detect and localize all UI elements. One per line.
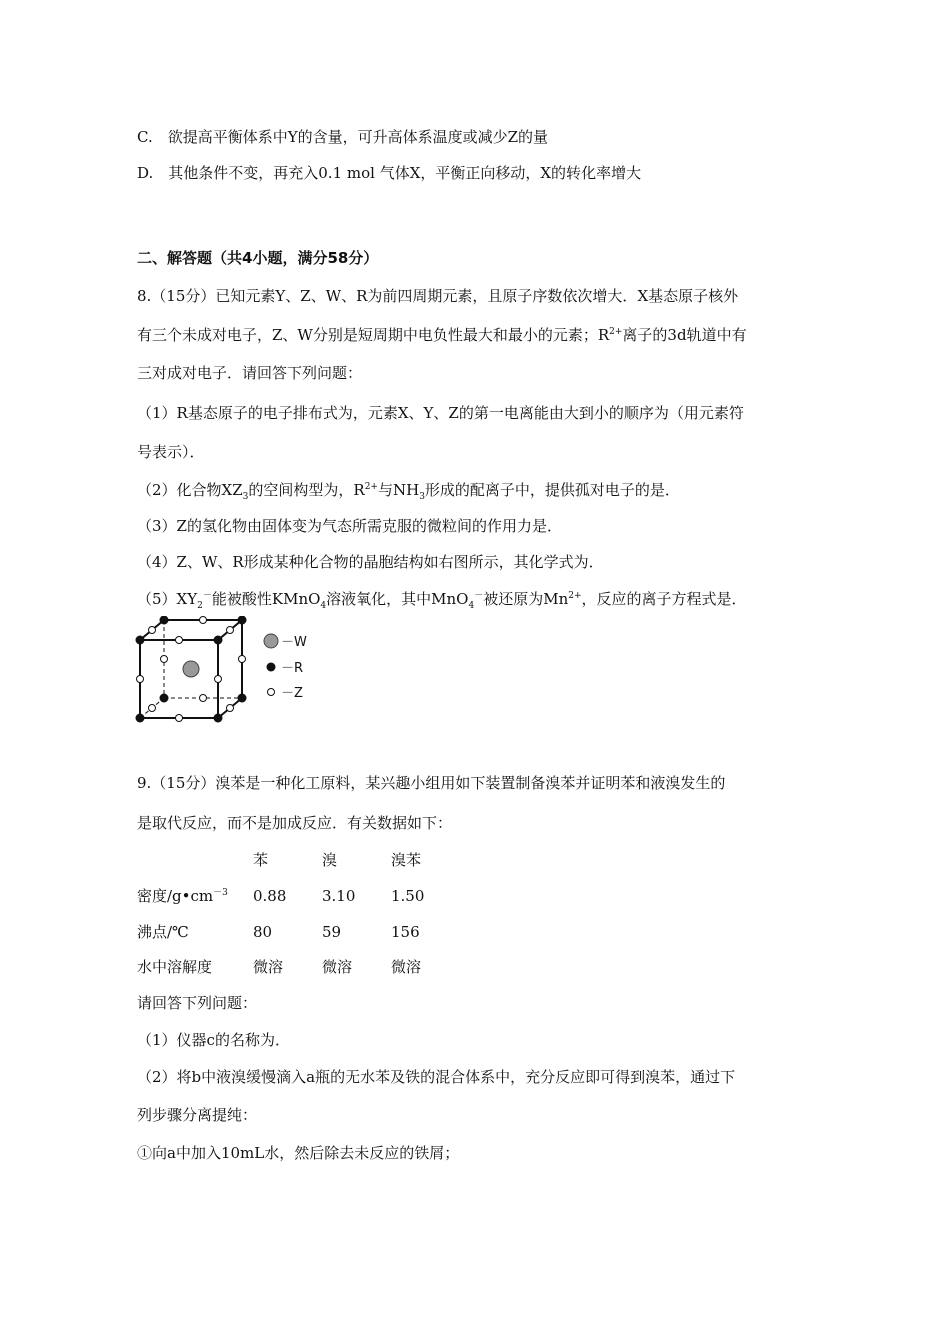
table-cell: 59 — [322, 923, 342, 941]
table-cell: 微溶 — [391, 958, 422, 976]
q8-sub-1a: （1）R基态原子的电子排布式为，元素X、Y、Z的第一电离能由大到小的顺序为（用元素符 — [137, 404, 744, 422]
q8-sub-3: （3）Z的氢化物由固体变为气态所需克服的微粒间的作用力是． — [137, 517, 562, 535]
table-row-label: 沸点/℃ — [137, 923, 189, 941]
legend-z: －Z — [281, 686, 303, 701]
q9-line-1: 9.（15分）溴苯是一种化工原料，某兴趣小组用如下装置制备溴苯并证明苯和液溴发生的 — [137, 774, 726, 792]
table-cell: 156 — [391, 923, 420, 941]
table-cell: 1.50 — [391, 887, 425, 905]
option-d: D. 其他条件不变，再充入0.1 mol 气体X，平衡正向移动，X的转化率增大 — [137, 164, 642, 182]
q8-line-1: 8.（15分）已知元素Y、Z、W、R为前四周期元素，且原子序数依次增大．X基态原子核外 — [137, 287, 739, 305]
q8-sub-1b: 号表示）． — [137, 443, 205, 461]
legend-r: －R — [281, 661, 304, 676]
q8-line-3: 三对成对电子．请回答下列问题： — [137, 364, 363, 382]
crystal-cell-diagram — [130, 616, 330, 728]
table-header: 溴 — [322, 851, 338, 869]
q8-sub-5: $(5)XY_2^-$能被酸性KMnO$_4$溶液氧化，其中MnO$_4$－被还原为$Mn^{2+}$，反应的离子方程式是． — [137, 590, 747, 611]
q9-prompt: 请回答下列问题： — [137, 994, 258, 1012]
q9-sub-2a: （2）将b中液溴缓慢滴入a瓶的无水苯及铁的混合体系中，充分反应即可得到溴苯，通过下 — [137, 1068, 736, 1086]
option-c: C. 欲提高平衡体系中Y的含量，可升高体系温度或减少Z的量 — [137, 128, 549, 146]
table-cell: 0.88 — [253, 887, 287, 905]
table-cell: 微溶 — [253, 958, 284, 976]
table-cell: 3.10 — [322, 887, 356, 905]
table-cell: 微溶 — [322, 958, 353, 976]
section-title: 二、解答题（共4小题，满分58分） — [137, 249, 379, 267]
table-header: 溴苯 — [391, 851, 422, 869]
table-row-label: 密度$/g•cm^{-3}$ — [137, 887, 228, 905]
table-row-label: 水中溶解度 — [137, 958, 213, 976]
q9-line-2: 是取代反应，而不是加成反应．有关数据如下： — [137, 814, 453, 832]
q9-sub-2b: 列步骤分离提纯： — [137, 1106, 258, 1124]
q8-sub-2: （2）化合物$XZ_3$的空间构型为，$R^{2+}$与$NH_3$形成的配离子中，提供孤对电子的是． — [137, 481, 680, 502]
table-cell: 80 — [253, 923, 273, 941]
q9-step-1: ①向a中加入10mL水，然后除去未反应的铁屑； — [137, 1144, 460, 1162]
q8-line-2: 有三个未成对电子，Z、W分别是短周期中电负性最大和最小的元素；$R^{2+}$离子的3d轨道中有 — [137, 326, 747, 344]
table-header: 苯 — [253, 851, 269, 869]
legend-w: －W — [281, 635, 307, 650]
q8-sub-4: （4）Z、W、R形成某种化合物的晶胞结构如右图所示，其化学式为． — [137, 553, 604, 571]
q9-sub-1: （1）仪器c的名称为． — [137, 1031, 290, 1049]
